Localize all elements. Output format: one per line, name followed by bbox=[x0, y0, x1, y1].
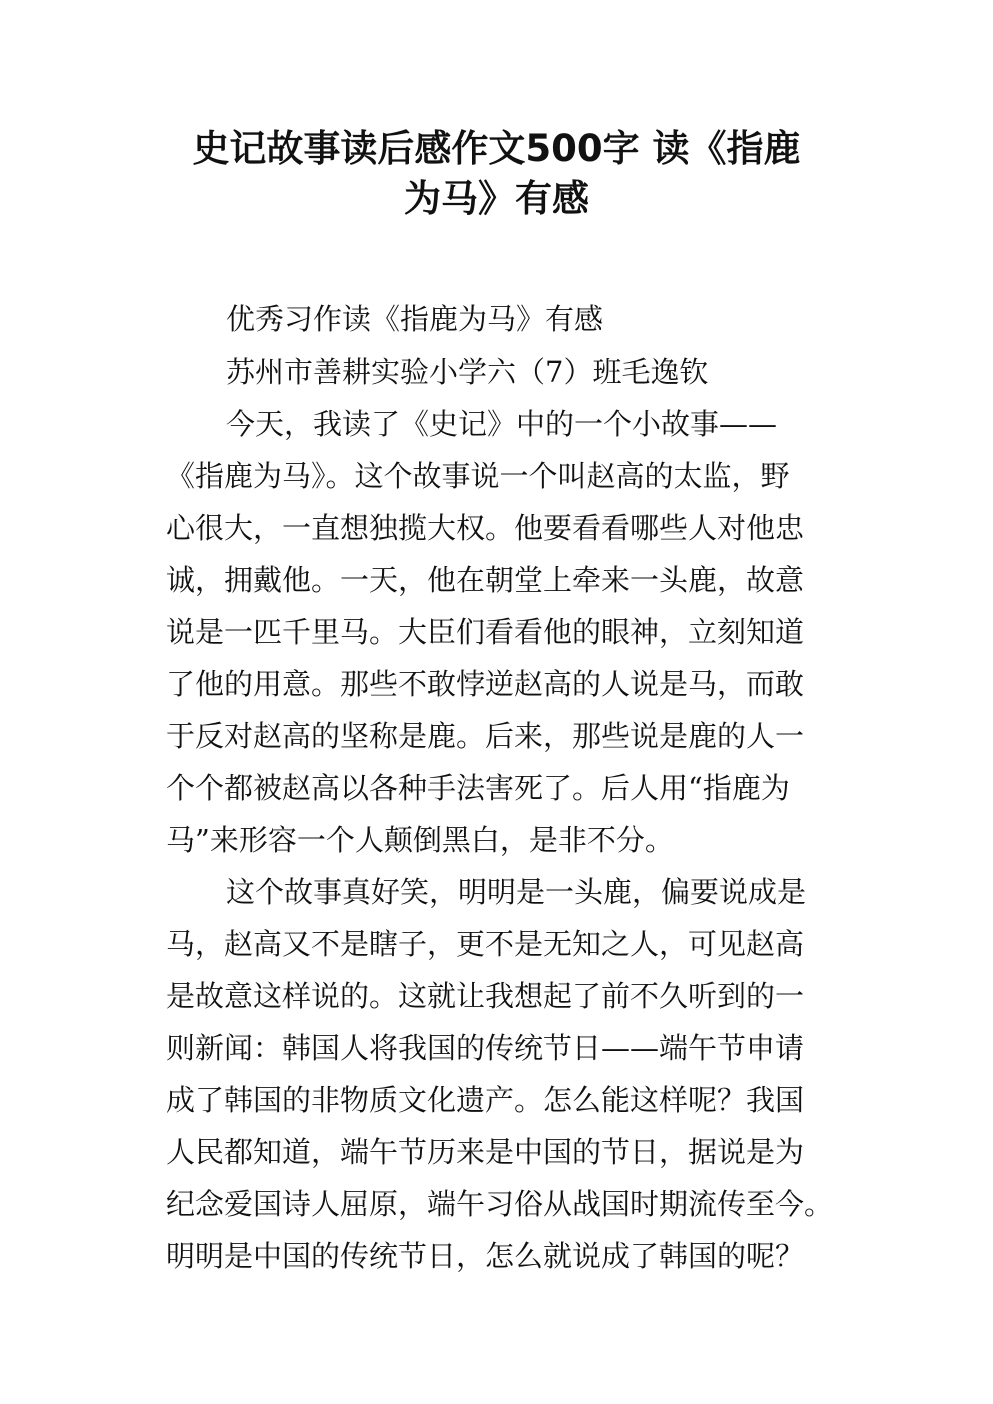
text-line: 是故意这样说的。这就让我想起了前不久听到的一 bbox=[166, 979, 805, 1013]
document-title-line-1: 史记故事读后感作文500字 读《指鹿 bbox=[192, 127, 801, 170]
text-line: 明明是中国的传统节日，怎么就说成了韩国的呢？ bbox=[166, 1239, 805, 1273]
text-line: 马”来形容一个人颠倒黑白，是非不分。 bbox=[166, 823, 674, 857]
text-line: 《指鹿为马》。这个故事说一个叫赵高的太监，野 bbox=[166, 459, 790, 493]
text-line: 纪念爱国诗人屈原，端午习俗从战国时期流传至今。 bbox=[166, 1187, 834, 1221]
text-line: 这个故事真好笑，明明是一头鹿，偏要说成是 bbox=[226, 875, 807, 909]
text-line: 于反对赵高的坚称是鹿。后来，那些说是鹿的人一 bbox=[166, 719, 805, 753]
subtitle: 优秀习作读《指鹿为马》有感 bbox=[226, 302, 604, 336]
text-line: 诚，拥戴他。一天，他在朝堂上牵来一头鹿，故意 bbox=[166, 563, 805, 597]
text-line: 心很大，一直想独揽大权。他要看看哪些人对他忠 bbox=[166, 511, 805, 545]
text-line: 今天，我读了《史记》中的一个小故事—— bbox=[226, 407, 778, 441]
text-line: 个个都被赵高以各种手法害死了。后人用“指鹿为 bbox=[166, 771, 790, 805]
text-line: 了他的用意。那些不敢悖逆赵高的人说是马，而敢 bbox=[166, 667, 805, 701]
document-title-line-2: 为马》有感 bbox=[404, 177, 589, 220]
text-line: 则新闻：韩国人将我国的传统节日——端午节申请 bbox=[166, 1031, 805, 1065]
text-line: 人民都知道，端午节历来是中国的节日，据说是为 bbox=[166, 1135, 805, 1169]
text-line: 马，赵高又不是瞎子，更不是无知之人，可见赵高 bbox=[166, 927, 805, 961]
text-line: 说是一匹千里马。大臣们看看他的眼神，立刻知道 bbox=[166, 615, 805, 649]
author-line: 苏州市善耕实验小学六（7）班毛逸钦 bbox=[226, 355, 709, 389]
text-line: 成了韩国的非物质文化遗产。怎么能这样呢？我国 bbox=[166, 1083, 805, 1117]
